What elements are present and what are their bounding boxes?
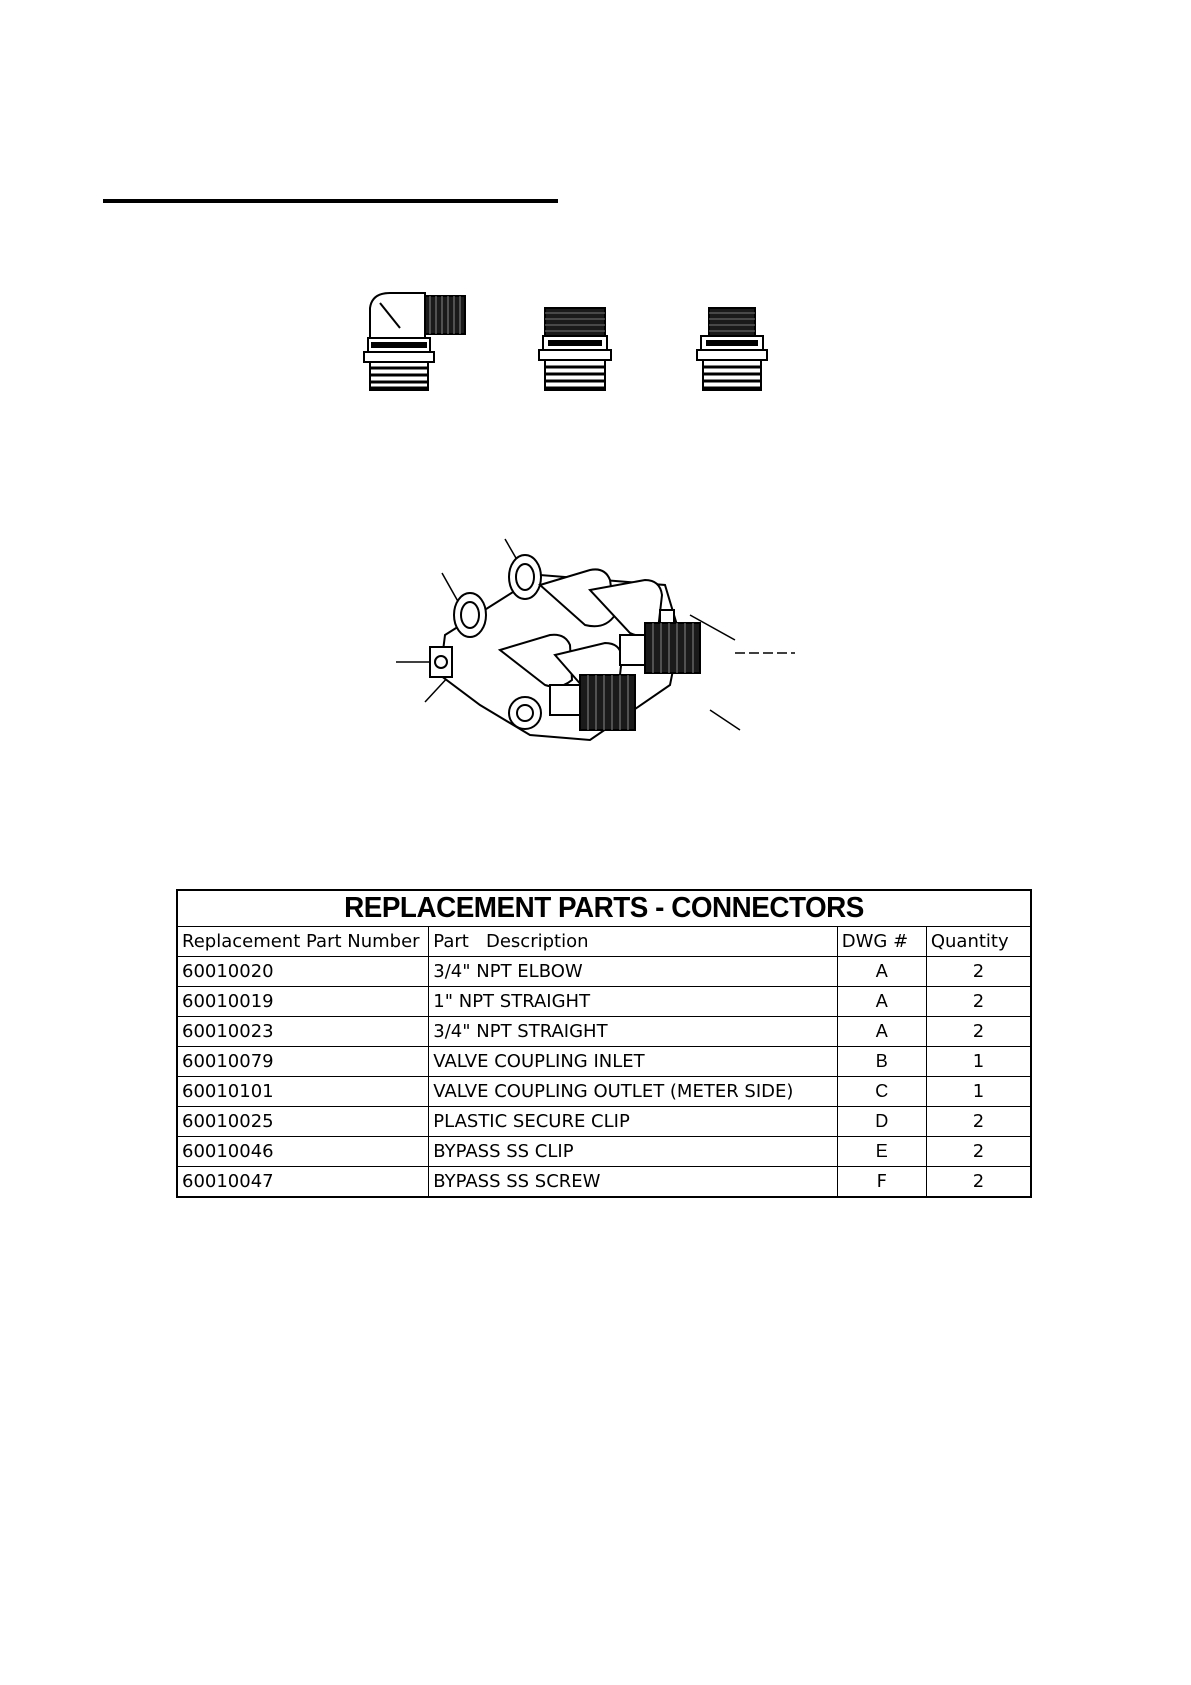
bypass-valve-illustration-icon (390, 535, 810, 770)
part-number-cell: 60010020 (177, 957, 429, 987)
quantity-cell: 2 (926, 1167, 1031, 1198)
description-cell: VALVE COUPLING INLET (429, 1047, 837, 1077)
table-title: REPLACEMENT PARTS - CONNECTORS (194, 890, 1014, 927)
quantity-cell: 1 (926, 1077, 1031, 1107)
description-cell: BYPASS SS CLIP (429, 1137, 837, 1167)
description-cell: 3/4" NPT ELBOW (429, 957, 837, 987)
table-header-row (177, 927, 1031, 957)
table-row (177, 1107, 1031, 1137)
description-cell: 3/4" NPT STRAIGHT (429, 1017, 837, 1047)
dwg-cell: D (837, 1107, 926, 1137)
quantity-cell: 2 (926, 1107, 1031, 1137)
description-cell: 1" NPT STRAIGHT (429, 987, 837, 1017)
description-cell: PLASTIC SECURE CLIP (429, 1107, 837, 1137)
npt-elbow-icon (364, 293, 465, 390)
table-row (177, 957, 1031, 987)
part-number-cell: 60010079 (177, 1047, 429, 1077)
dwg-cell: A (837, 1017, 926, 1047)
replacement-parts-table (176, 889, 1032, 1198)
part-number-cell: 60010101 (177, 1077, 429, 1107)
part-number-cell: 60010025 (177, 1107, 429, 1137)
dwg-cell: C (837, 1077, 926, 1107)
part-number-cell: 60010019 (177, 987, 429, 1017)
table-row (177, 1167, 1031, 1198)
table-row (177, 1137, 1031, 1167)
quantity-cell: 2 (926, 1137, 1031, 1167)
quantity-cell: 2 (926, 987, 1031, 1017)
header-description: Part Description (429, 927, 837, 957)
part-number-cell: 60010023 (177, 1017, 429, 1047)
quantity-cell: 2 (926, 957, 1031, 987)
table-row (177, 987, 1031, 1017)
dwg-cell: B (837, 1047, 926, 1077)
npt-straight-3-4in-icon (697, 308, 767, 390)
npt-straight-1in-icon (539, 308, 611, 390)
description-cell: BYPASS SS SCREW (429, 1167, 837, 1198)
table-row (177, 1047, 1031, 1077)
dwg-cell: E (837, 1137, 926, 1167)
header-quantity: Quantity (926, 927, 1031, 957)
dwg-cell: A (837, 957, 926, 987)
part-number-cell: 60010046 (177, 1137, 429, 1167)
table-row (177, 1017, 1031, 1047)
npt-fittings-illustration-icon (350, 288, 790, 413)
dwg-cell: F (837, 1167, 926, 1198)
description-cell: VALVE COUPLING OUTLET (METER SIDE) (429, 1077, 837, 1107)
section-header-rule (103, 199, 558, 203)
dwg-cell: A (837, 987, 926, 1017)
quantity-cell: 2 (926, 1017, 1031, 1047)
header-dwg: DWG # (837, 927, 926, 957)
part-number-cell: 60010047 (177, 1167, 429, 1198)
header-part-number: Replacement Part Number (177, 927, 429, 957)
quantity-cell: 1 (926, 1047, 1031, 1077)
table-row (177, 1077, 1031, 1107)
